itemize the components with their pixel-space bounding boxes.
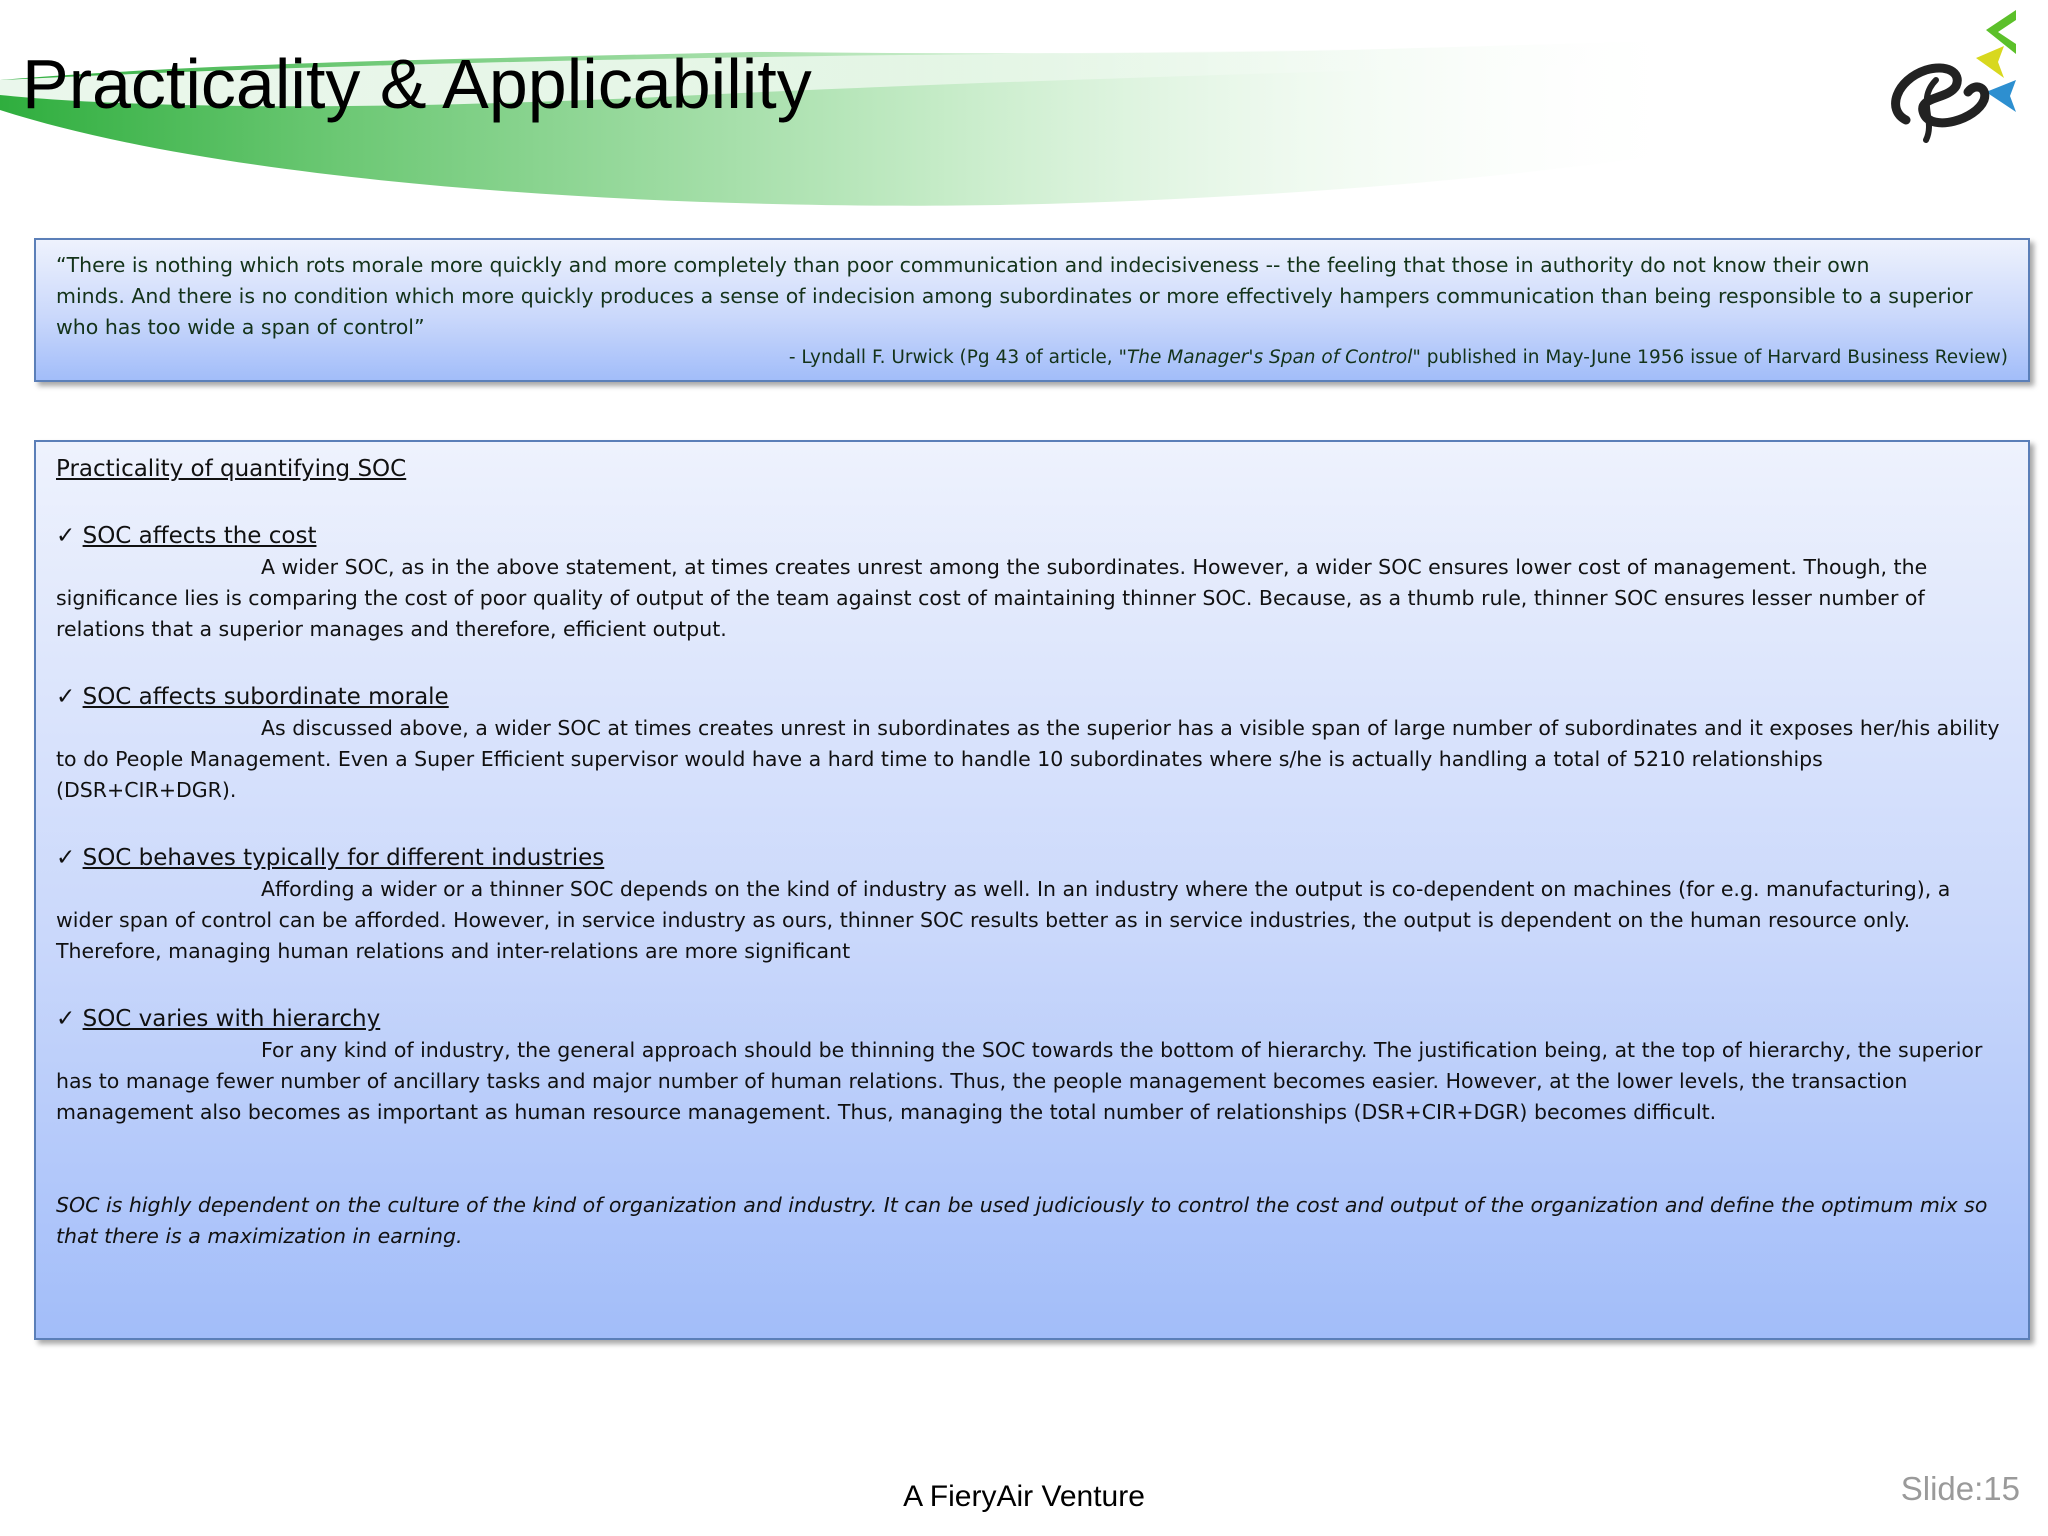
soc-point-line xyxy=(56,552,2008,583)
soc-point-line xyxy=(56,1035,2008,1066)
soc-point-line: (DSR+CIR+DGR). xyxy=(56,778,237,802)
soc-point-title xyxy=(56,681,2008,713)
checkmark-icon: ✓ xyxy=(56,845,76,871)
quote-citation xyxy=(56,343,2008,373)
checkmark-icon: ✓ xyxy=(56,684,76,710)
checkmark-icon: ✓ xyxy=(56,1006,76,1032)
quote-line: who has too wide a span of control” xyxy=(56,315,425,339)
section-heading: Practicality of quantifying SOC xyxy=(56,456,407,482)
soc-point-line: management also becomes as important as human resource management. Thus, managing the total number of relationships (DSR+CIR+DGR) becomes difficult. xyxy=(56,1100,1717,1124)
line-text: For any kind of industry, the general approach should be thinning the SOC towards the bottom of hierarchy. The justification being, at the top of hierarchy, the superior xyxy=(261,1038,1983,1062)
soc-point-line xyxy=(56,874,2008,905)
soc-point xyxy=(56,520,2008,645)
conclusion-line: that there is a maximization in earning. xyxy=(56,1224,463,1248)
soc-point-title-text: SOC affects the cost xyxy=(82,523,317,549)
soc-point xyxy=(56,681,2008,806)
checkmark-icon: ✓ xyxy=(56,523,76,549)
soc-point-title xyxy=(56,1003,2008,1035)
line-text: As discussed above, a wider SOC at times creates unrest in subordinates as the superior has a visible span of large number of subordinates and it exposes her/his ability xyxy=(261,716,2000,740)
footer-text: A FieryAir Venture xyxy=(903,1480,1145,1513)
soc-point-line: has to manage fewer number of ancillary tasks and major number of human relations. Thus, the people management becomes easier. However, at the lower levels, the transaction xyxy=(56,1069,1908,1093)
soc-point-line: Therefore, managing human relations and inter-relations are more significant xyxy=(56,939,851,963)
quote-line: minds. And there is no condition which more quickly produces a sense of indecision among subordinates or more effectively hampers communication than being responsible to a superior xyxy=(56,284,1973,308)
conclusion-line: SOC is highly dependent on the culture of the kind of organization and industry. It can be used judiciously to control the cost and output of the organization and define the optimum mix so xyxy=(56,1193,1988,1217)
soc-point xyxy=(56,842,2008,967)
citation-prefix: - Lyndall F. Urwick (Pg 43 of article, " xyxy=(788,347,1127,368)
soc-point-title xyxy=(56,842,2008,874)
soc-point-title-text: SOC varies with hierarchy xyxy=(82,1006,381,1032)
line-text: Affording a wider or a thinner SOC depends on the kind of industry as well. In an industry where the output is co-dependent on machines (for e.g. manufacturing), a xyxy=(261,877,1951,901)
soc-point-line: significance lies is comparing the cost of poor quality of output of the team against cost of maintaining thinner SOC. Because, as a thumb rule, thinner SOC ensures lesser number of xyxy=(56,586,1925,610)
soc-point xyxy=(56,1003,2008,1128)
citation-article-title: The Manager's Span of Control xyxy=(1126,347,1413,368)
slide-number: Slide:15 xyxy=(1900,1470,2020,1507)
citation-suffix: " published in May-June 1956 issue of Harvard Business Review) xyxy=(1412,347,2008,368)
line-text: A wider SOC, as in the above statement, at times creates unrest among the subordinates. However, a wider SOC ensures lower cost of management. Though, the xyxy=(261,555,1928,579)
quote-box xyxy=(34,238,2030,382)
company-logo-icon xyxy=(1866,0,2042,160)
conclusion-text xyxy=(56,1190,2008,1252)
soc-point-title xyxy=(56,520,2008,552)
soc-point-title-text: SOC affects subordinate morale xyxy=(82,684,449,710)
main-content-box xyxy=(34,440,2030,1340)
soc-point-line: wider span of control can be afforded. However, in service industry as ours, thinner SOC results better as in service industries, the output is dependent on the human resource only. xyxy=(56,908,1911,932)
soc-point-line: relations that a superior manages and therefore, efficient output. xyxy=(56,617,727,641)
quote-line: “There is nothing which rots morale more quickly and more completely than poor communication and indecisiveness -- the feeling that those in authority do not know their own xyxy=(56,253,1870,277)
soc-point-title-text: SOC behaves typically for different industries xyxy=(82,845,605,871)
slide-title: Practicality & Applicability xyxy=(22,45,812,123)
soc-point-line xyxy=(56,713,2008,744)
soc-point-line: to do People Management. Even a Super Efficient supervisor would have a hard time to handle 10 subordinates where s/he is actually handling a total of 5210 relationships xyxy=(56,747,1823,771)
